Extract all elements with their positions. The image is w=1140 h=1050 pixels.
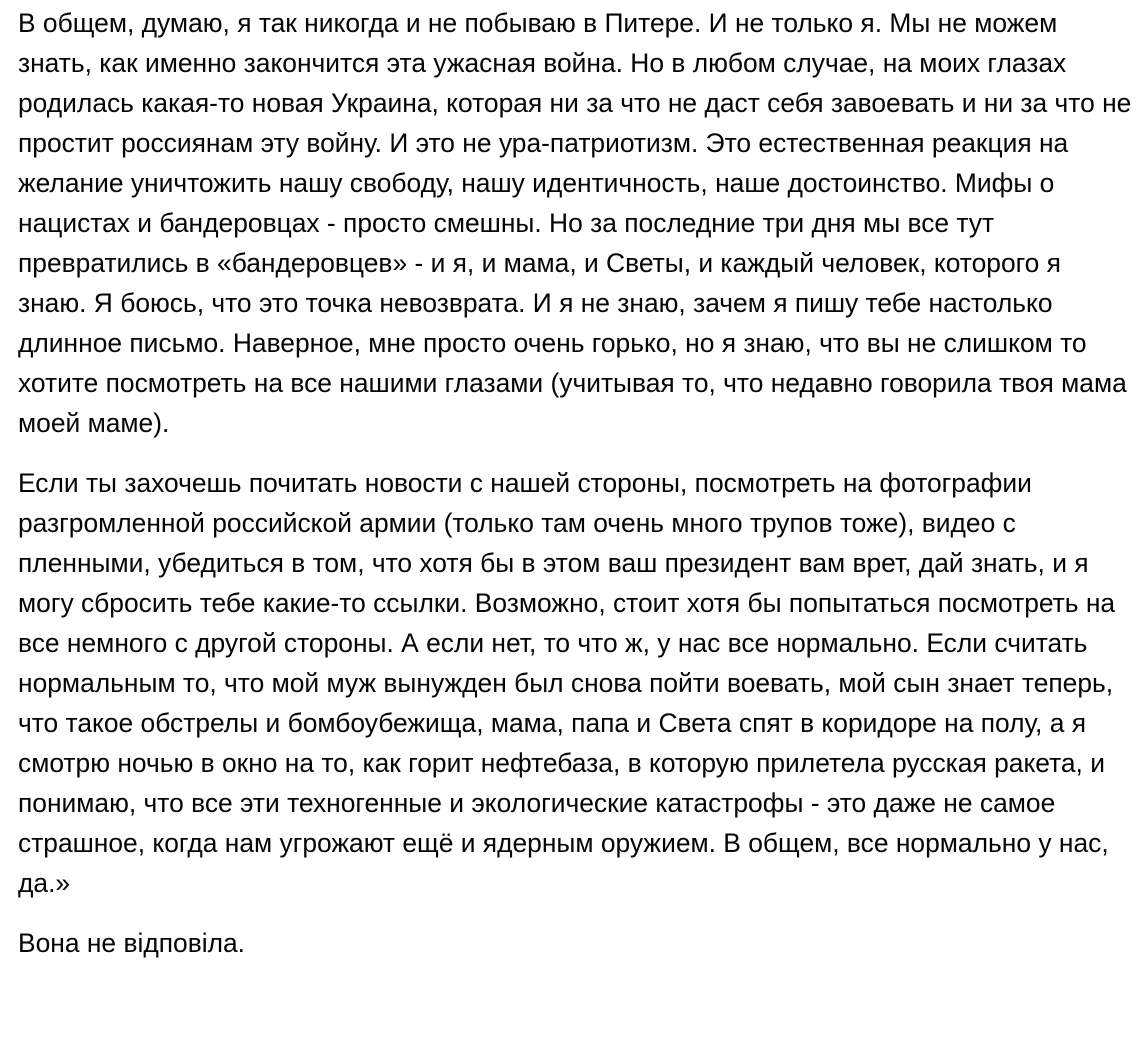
- post-body: [18, 3, 1134, 963]
- post-paragraph: В общем, думаю, я так никогда и не побываю в Питере. И не только я. Мы не можем знать, как именно закончится эта ужасная война. Но в любом случае, на моих глазах родилась какая-то новая Украина, которая ни за что не даст себя завоевать и ни за что не простит россиянам эту войну. И это не ура-патриотизм. Это естественная реакция на желание уничтожить нашу свободу, нашу идентичность, наше достоинство. Мифы о нацистах и бандеровцах - просто смешны. Но за последние три дня мы все тут превратились в «бандеровцев» - и я, и мама, и Светы, и каждый человек, которого я знаю. Я боюсь, что это точка невозврата. И я не знаю, зачем я пишу тебе настолько длинное письмо. Наверное, мне просто очень горько, но я знаю, что вы не слишком то хотите посмотреть на все нашими глазами (учитывая то, что недавно говорила твоя мама моей маме).: [18, 8, 1132, 438]
- post-paragraph: Если ты захочешь почитать новости с нашей стороны, посмотреть на фотографии разгромленной российской армии (только там очень много трупов тоже), видео с пленными, убедиться в том, что хотя бы в этом ваш президент вам врет, дай знать, и я могу сбросить тебе какие-то ссылки. Возможно, стоит хотя бы попытаться посмотреть на все немного с другой стороны. А если нет, то что ж, у нас все нормально. Если считать нормальным то, что мой муж вынужден был снова пойти воевать, мой сын знает теперь, что такое обстрелы и бомбоубежища, мама, папа и Света спят в коридоре на полу, а я смотрю ночью в окно на то, как горит нефтебаза, в которую прилетела русская ракета, и понимаю, что все эти техногенные и экологические катастрофы - это даже не самое страшное, когда нам угрожают ещё и ядерным оружием. В общем, все нормально у нас, да.»: [18, 468, 1116, 898]
- post-paragraph: Вона не відповіла.: [18, 928, 245, 958]
